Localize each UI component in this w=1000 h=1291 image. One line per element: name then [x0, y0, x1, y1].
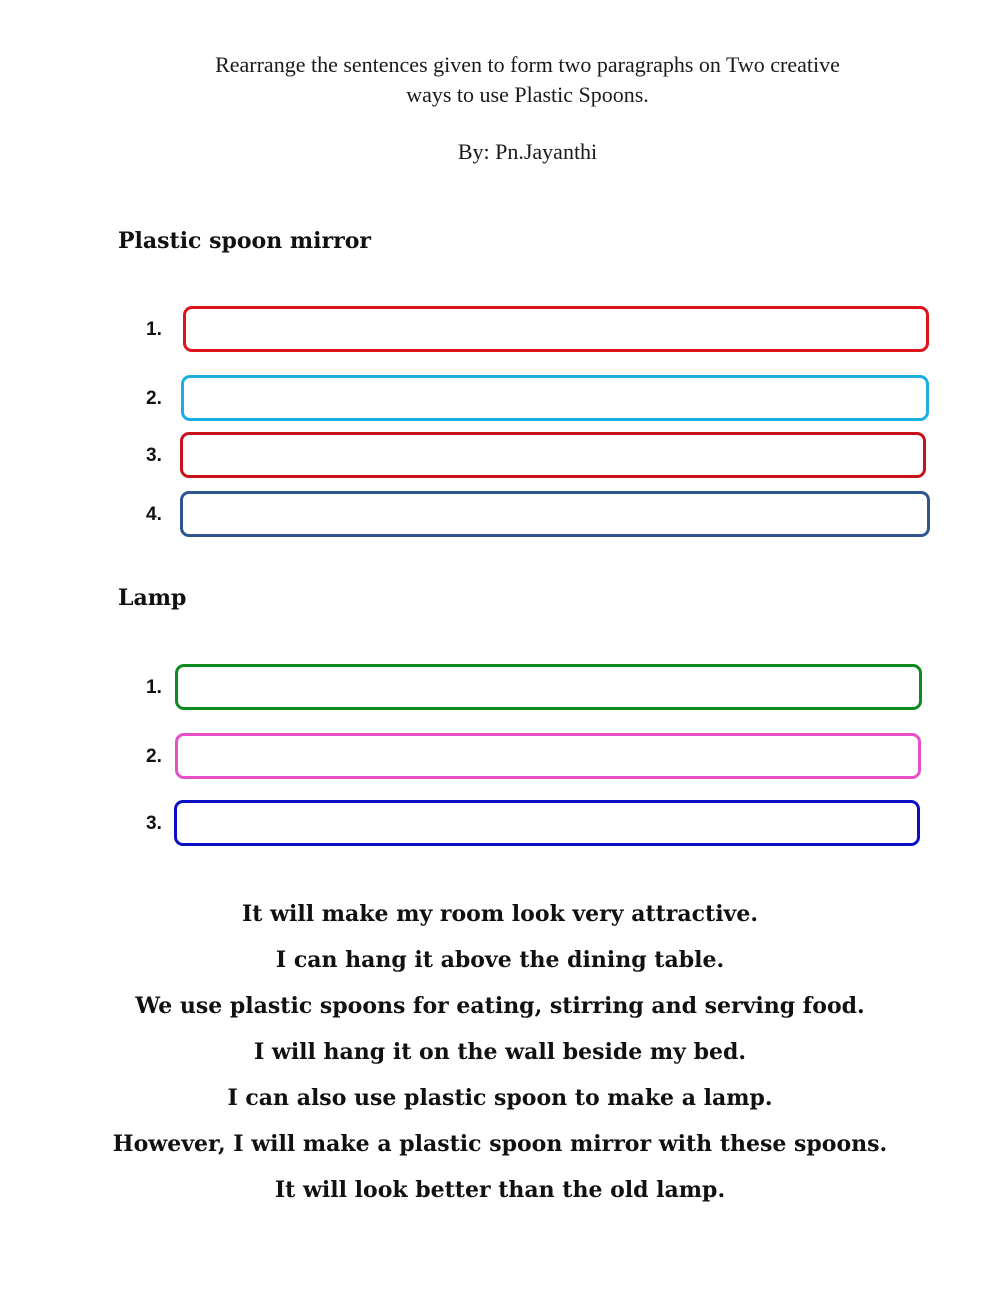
- answer-drop-box[interactable]: [180, 432, 926, 478]
- lamp-slot-3: [0, 800, 1000, 848]
- instructions-line-2: ways to use Plastic Spoons.: [406, 82, 649, 107]
- slot-number: 3.: [146, 445, 162, 466]
- author-credit: By: Pn.Jayanthi: [457, 139, 598, 164]
- section-title-mirror: Plastic spoon mirror: [118, 228, 371, 254]
- draggable-sentence[interactable]: I can also use plastic spoon to make a lamp.: [227, 1085, 773, 1111]
- slot-number: 4.: [146, 504, 162, 525]
- slot-number: 1.: [146, 319, 162, 340]
- draggable-sentence[interactable]: I can hang it above the dining table.: [275, 947, 725, 973]
- draggable-sentence[interactable]: I will hang it on the wall beside my bed.: [253, 1039, 747, 1065]
- slot-number: 2.: [146, 746, 162, 767]
- answer-drop-box[interactable]: [180, 491, 930, 537]
- answer-drop-box[interactable]: [175, 733, 921, 779]
- draggable-sentence[interactable]: It will look better than the old lamp.: [274, 1177, 726, 1203]
- slot-number: 3.: [146, 813, 162, 834]
- slot-number: 1.: [146, 677, 162, 698]
- mirror-slot-2: [0, 375, 1000, 423]
- mirror-slot-1: [0, 306, 1000, 354]
- answer-drop-box[interactable]: [175, 664, 922, 710]
- section-title-lamp: Lamp: [118, 585, 187, 611]
- answer-drop-box[interactable]: [183, 306, 929, 352]
- slot-number: 2.: [146, 388, 162, 409]
- lamp-slot-2: [0, 733, 1000, 781]
- draggable-sentence[interactable]: We use plastic spoons for eating, stirring and serving food.: [135, 993, 865, 1019]
- instructions: [120, 50, 935, 110]
- sentence-bank: [0, 895, 1000, 1217]
- answer-drop-box[interactable]: [181, 375, 929, 421]
- answer-drop-box[interactable]: [174, 800, 920, 846]
- mirror-slot-4: [0, 491, 1000, 539]
- draggable-sentence[interactable]: It will make my room look very attractive.: [241, 901, 758, 927]
- mirror-slot-3: [0, 432, 1000, 480]
- lamp-slot-1: [0, 664, 1000, 712]
- draggable-sentence[interactable]: However, I will make a plastic spoon mirror with these spoons.: [112, 1131, 888, 1157]
- instructions-line-1: Rearrange the sentences given to form two paragraphs on Two creative: [215, 52, 840, 77]
